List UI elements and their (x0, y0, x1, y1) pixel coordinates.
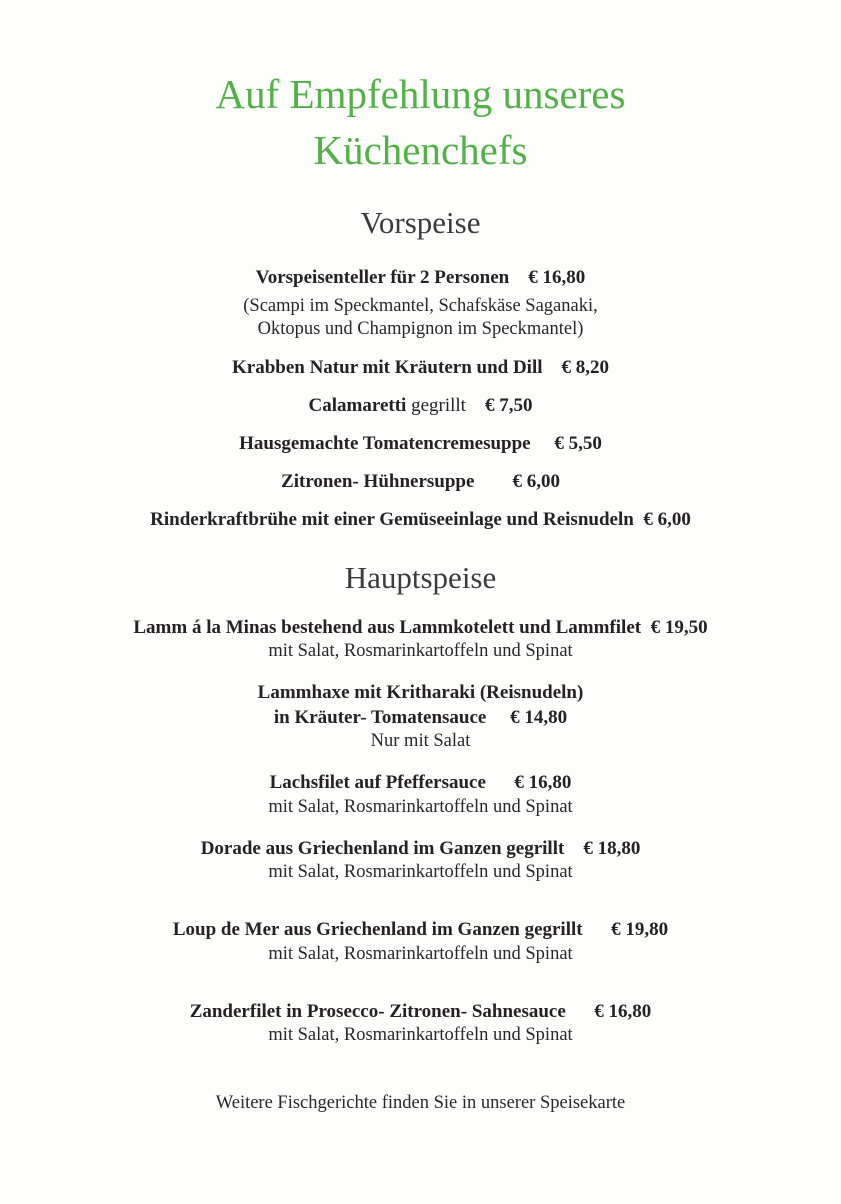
item-price: € 16,80 (594, 1001, 652, 1022)
item-name: Calamaretti (308, 395, 407, 416)
item-description: Oktopus und Champignon im Speckmantel) (257, 319, 584, 339)
menu-item-loup-de-mer (0, 919, 841, 941)
menu-item-vorspeisenteller (0, 267, 841, 289)
item-name: Krabben Natur mit Kräutern und Dill (231, 357, 543, 378)
menu-item-lachsfilet (0, 772, 841, 794)
menu-item-krabben (0, 357, 841, 379)
item-price: € 19,50 (650, 617, 708, 638)
section-heading-vorspeise: Vorspeise (360, 205, 481, 240)
item-name: Loup de Mer aus Griechenland im Ganzen gegrillt (172, 919, 583, 940)
item-name: Dorade aus Griechenland im Ganzen gegrillt (200, 838, 565, 859)
menu-item-huehnersuppe (0, 471, 841, 493)
title-line-2: Küchenchefs (313, 127, 528, 173)
item-name: Lammhaxe mit Kritharaki (Reisnudeln) (257, 682, 584, 703)
item-name: Lachsfilet auf Pfeffersauce (269, 772, 486, 793)
item-name-suffix: gegrillt (411, 395, 466, 416)
item-description: Nur mit Salat (370, 731, 471, 751)
item-price: € 16,80 (514, 772, 572, 793)
title-line-1: Auf Empfehlung unseres (215, 71, 626, 117)
menu-item-lammhaxe-line-2 (0, 707, 841, 729)
section-heading-hauptspeise: Hauptspeise (344, 560, 497, 595)
item-name: Zanderfilet in Prosecco- Zitronen- Sahnesauce (189, 1001, 566, 1022)
menu-item-dorade (0, 838, 841, 860)
item-description: mit Salat, Rosmarinkartoffeln und Spinat (268, 641, 573, 661)
item-name: Lamm á la Minas bestehend aus Lammkotelett und Lammfilet (133, 617, 642, 638)
item-price: € 6,00 (512, 471, 560, 492)
item-name: Rinderkraftbrühe mit einer Gemüseeinlage und Reisnudeln (150, 509, 634, 530)
menu-item-rinderkraftbruehe (0, 509, 841, 531)
item-description: mit Salat, Rosmarinkartoffeln und Spinat (268, 944, 573, 964)
menu-item-calamaretti (0, 395, 841, 417)
item-price: € 6,00 (643, 509, 691, 530)
item-name: Hausgemachte Tomatencremesuppe (239, 433, 531, 454)
item-price: € 5,50 (554, 433, 602, 454)
menu-item-zanderfilet (0, 1001, 841, 1023)
item-price: € 8,20 (561, 357, 610, 378)
menu-item-lammhaxe (0, 682, 841, 704)
item-price: € 18,80 (583, 838, 641, 859)
item-name: in Kräuter- Tomatensauce (273, 707, 487, 728)
page-title (0, 72, 841, 173)
item-name: Vorspeisenteller für 2 Personen (255, 267, 510, 288)
item-description: (Scampi im Speckmantel, Schafskäse Saganaki, (243, 296, 598, 316)
menu-item-lamm (0, 617, 841, 639)
item-price: € 7,50 (484, 395, 533, 416)
item-description: mit Salat, Rosmarinkartoffeln und Spinat (268, 797, 573, 817)
footer-note: Weitere Fischgerichte finden Sie in unserer Speisekarte (215, 1093, 626, 1113)
item-price: € 14,80 (510, 707, 568, 728)
item-description: mit Salat, Rosmarinkartoffeln und Spinat (268, 862, 573, 882)
item-name: Zitronen- Hühnersuppe (281, 471, 475, 492)
item-description: mit Salat, Rosmarinkartoffeln und Spinat (268, 1025, 573, 1045)
item-price: € 19,80 (611, 919, 669, 940)
item-price: € 16,80 (528, 267, 586, 288)
menu-item-tomatencremesuppe (0, 433, 841, 455)
